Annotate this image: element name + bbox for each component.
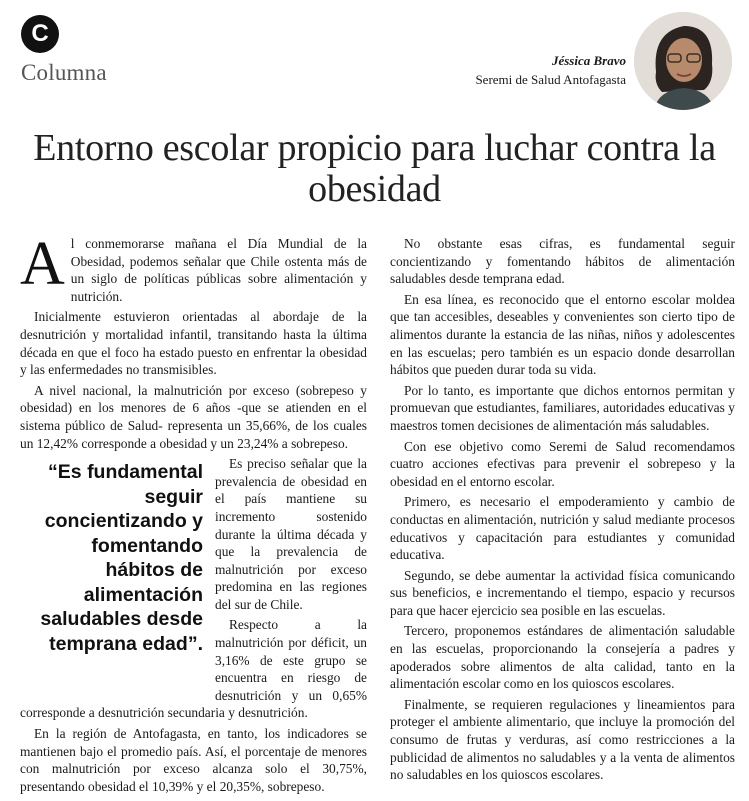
paragraph: Segundo, se debe aumentar la actividad física comunicando sus beneficios, e incrementando el tiempo, espacio y recursos para que hacer ejercicio sea posible en las escuelas.	[390, 567, 735, 618]
paragraph: No obstante esas cifras, es fundamental seguir concientizando y fomentando hábitos de alimentación saludables desde temprana edad.	[390, 236, 735, 287]
headline: Entorno escolar propicio para luchar contra la obesidad	[33, 127, 716, 210]
paragraph: Primero, es necesario el empoderamiento y cambio de conductas en alimentación, nutrición y salud mediante procesos educativos y capacitación para estudiantes y comunidad educativa.	[390, 494, 735, 563]
author-role: Seremi de Salud Antofagasta	[475, 72, 626, 87]
column-header	[0, 0, 749, 120]
drop-cap: A	[20, 230, 65, 298]
paragraph: Finalmente, se requieren regulaciones y lineamientos para proteger el ambiente alimentario, que incluye la promoción del consumo de frutas y verduras, así como restricciones a la publicidad de alimentos no saludables y a la venta de alimentos no saludables en los quioscos escolares.	[390, 696, 735, 783]
paragraph: Tercero, proponemos estándares de alimentación saludable en las escuelas, proporcionando la consejería a padres y apoderados sobre alimentos de alta calidad, tanto en la alimentación escolar como en los quioscos escolares.	[390, 623, 735, 692]
paragraph: A nivel nacional, la malnutrición por exceso (sobrepeso y obesidad) en los menores de 6 años -que se atienden en el sistema público de Salud- representa un 35,66%, de los cuales un 12,42% corresponde a obesidad y un 23,24% a sobrepeso.	[20, 382, 367, 451]
column-badge: C	[21, 15, 59, 53]
paragraph: Con ese objetivo como Seremi de Salud recomendamos cuatro acciones efectivas para prevenir el sobrepeso y la obesidad en el entorno escolar.	[390, 438, 735, 489]
paragraph: Respecto a la malnutrición por déficit, un 3,16% de este grupo se encuentra en riesgo de desnutrición y un 0,65% corresponde a desnutrición secundaria y desnutrición.	[20, 617, 367, 721]
paragraph: Es preciso señalar que la prevalencia de obesidad en el país mantiene su incremento sostenido durante la última década y que la prevalencia de malnutrición por exceso predomina en las regiones del sur de Chile.	[215, 456, 367, 612]
paragraph-intro: Al conmemorarse mañana el Día Mundial de la Obesidad, podemos señalar que Chile ostenta más de un siglo de políticas públicas sobre alimentación y nutrición.	[20, 230, 367, 304]
article-column-right	[390, 235, 735, 787]
paragraph: Por lo tanto, es importante que dichos entornos permitan y promuevan que estudiantes, familiares, autoridades educativas y maestros tomen decisiones de alimentación más saludables.	[390, 382, 735, 433]
section-label: Columna	[21, 60, 107, 85]
author-photo	[634, 12, 732, 110]
author-portrait-icon	[634, 12, 732, 110]
paragraph: En la región de Antofagasta, en tanto, los indicadores se mantienen bajo el promedio país. Así, el porcentaje de menores con malnutrición por exceso alcanza solo el 30,75%, presentando obesidad el 10,39% y el 20,35%, sobrepeso.	[20, 726, 367, 794]
pull-quote: “Es fundamental seguir concientizando y fomentando hábitos de alimentación saludables desde temprana edad”.	[40, 461, 203, 655]
author-name: Jéssica Bravo	[551, 53, 626, 68]
paragraph: En esa línea, es reconocido que el entorno escolar moldea que tan accesibles, deseables y convenientes son cierto tipo de alimentos durante la estancia de las niñas, niños y adolescentes en las escuelas; pero también es un espacio donde desarrollan hábitos que pueden durar toda su vida.	[390, 291, 735, 378]
article-column-left	[20, 230, 367, 798]
paragraph: Inicialmente estuvieron orientadas al abordaje de la desnutrición y mortalidad infantil, transitando hasta la última década en que el foco ha estado puesto en enfrentar la obesidad y las enfermedades no transmisibles.	[20, 309, 367, 378]
